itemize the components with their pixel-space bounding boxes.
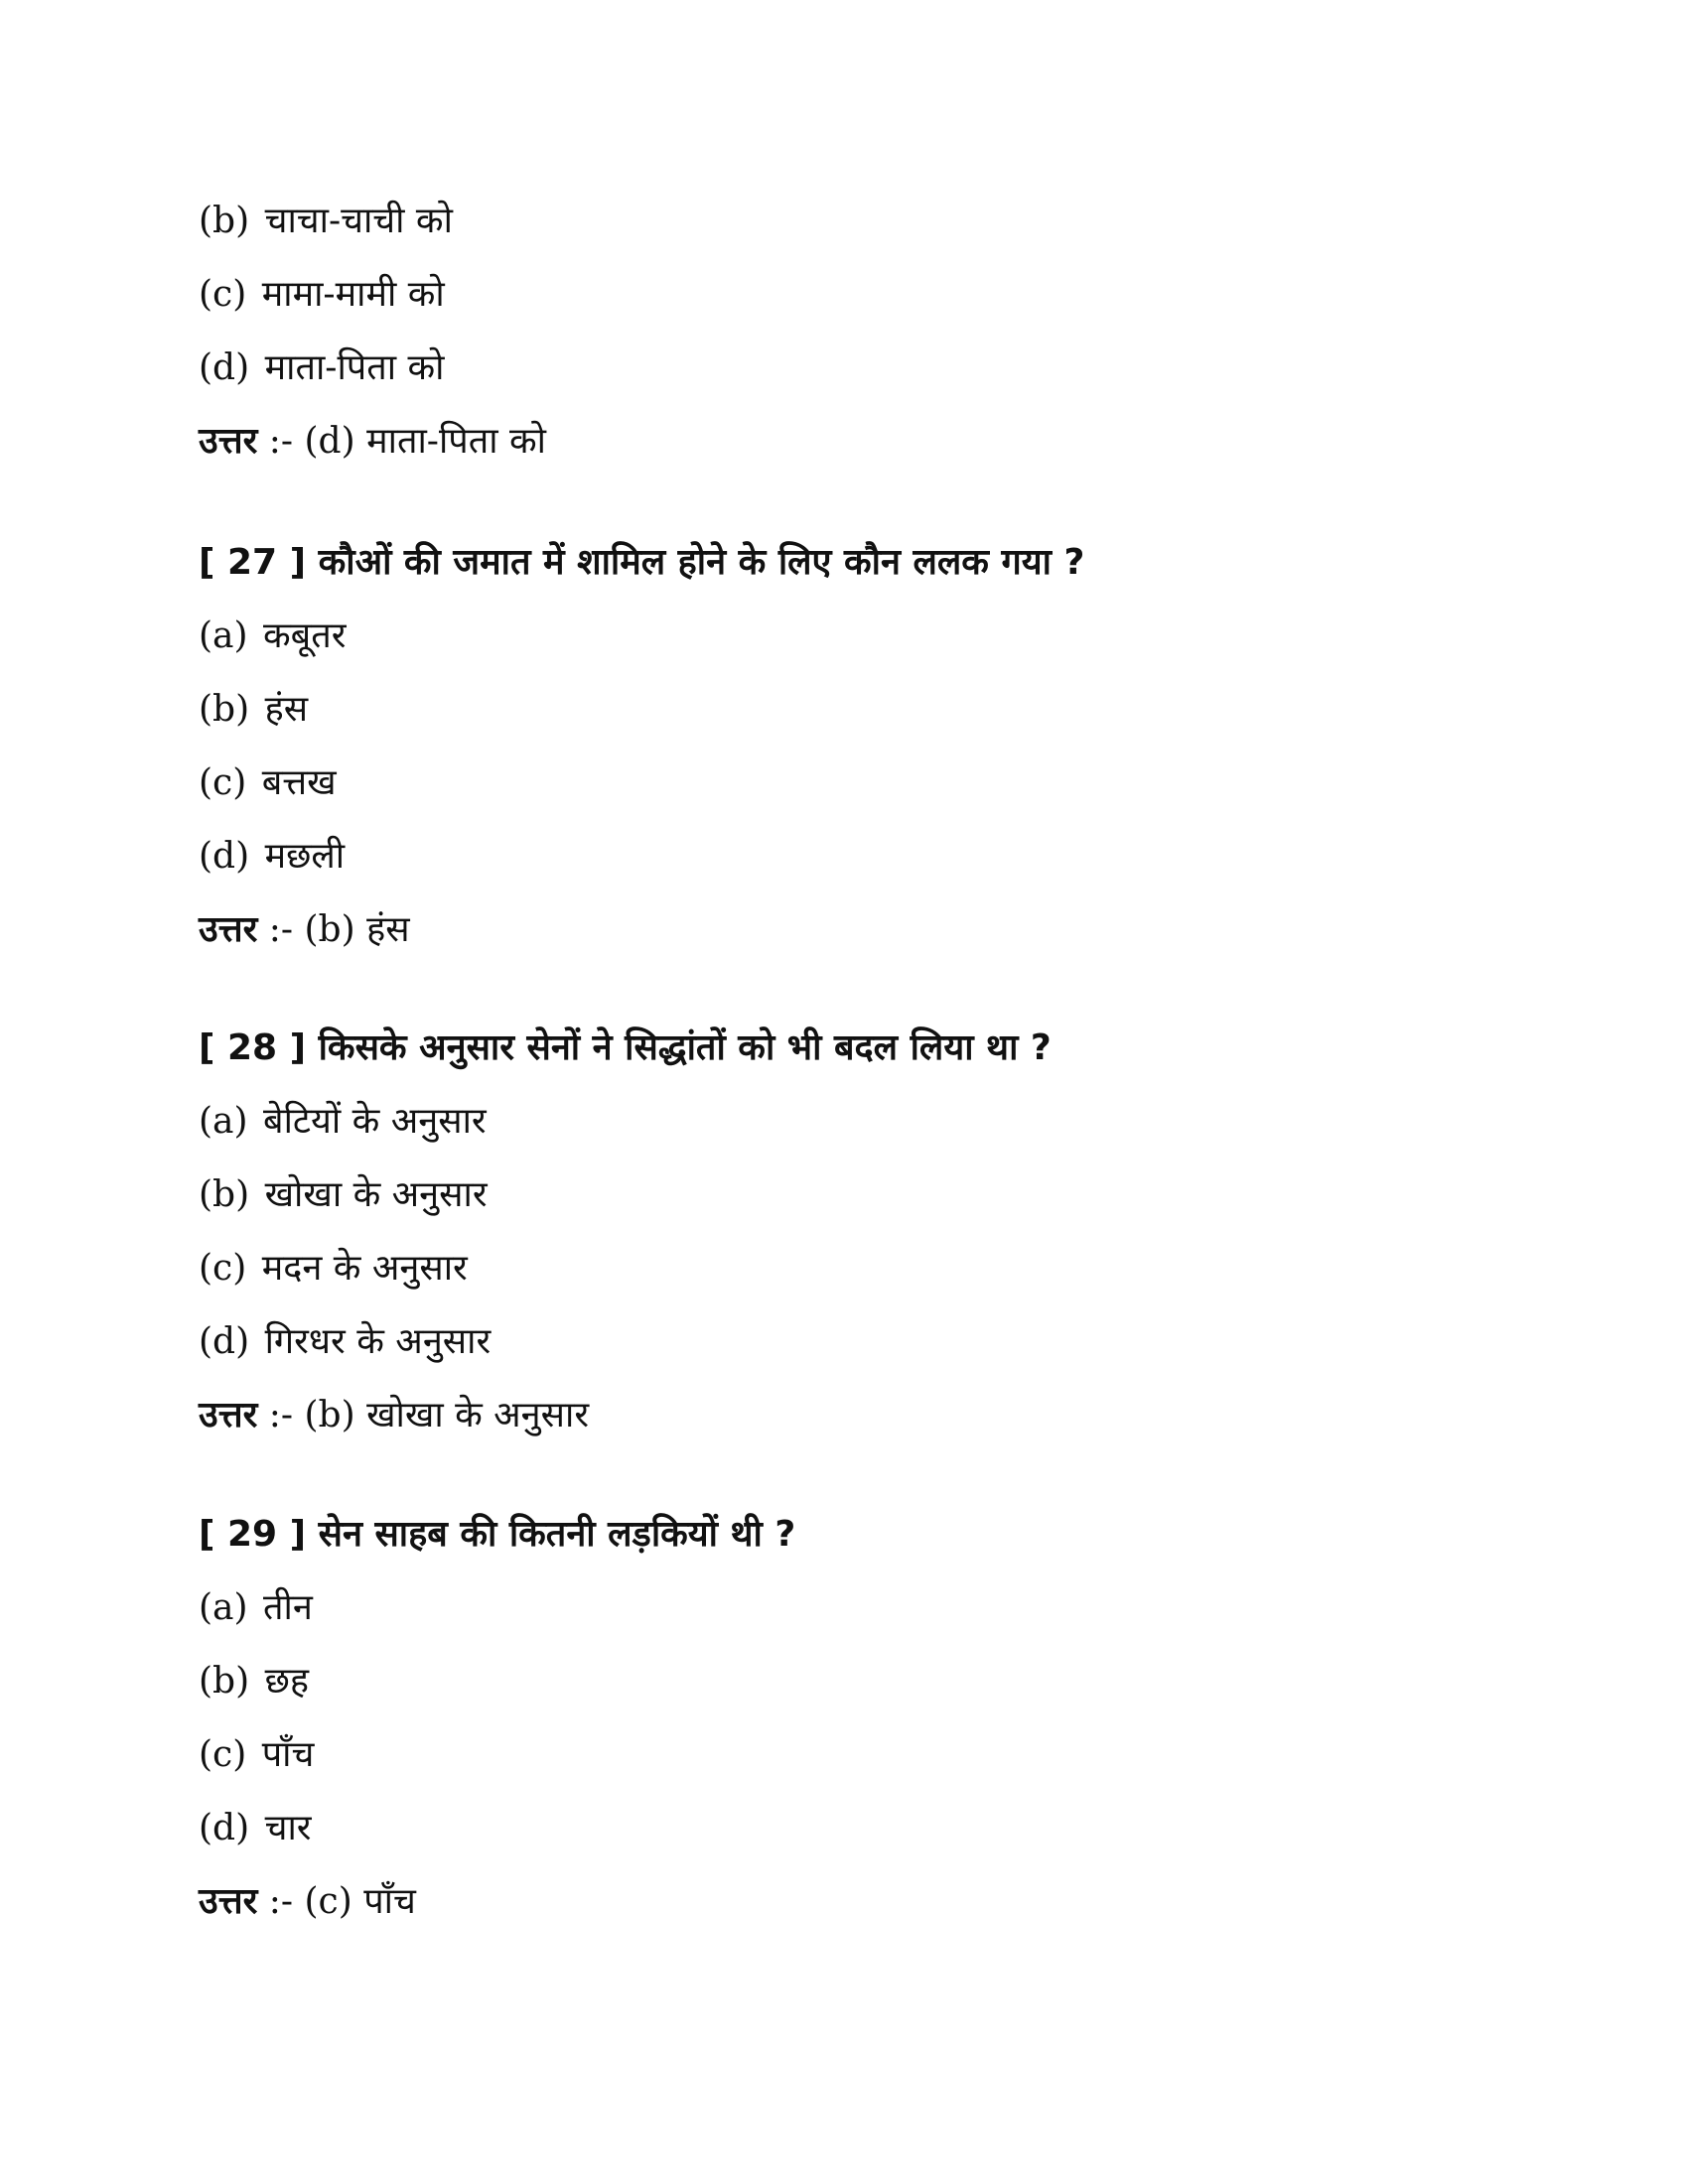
answer-separator: :- (257, 1881, 305, 1922)
option-letter: (a) (199, 1101, 248, 1142)
answer-line (199, 405, 1489, 478)
option-a (199, 1571, 1489, 1645)
option-letter: (c) (199, 762, 247, 803)
answer-line (199, 1865, 1489, 1939)
answer-separator: :- (257, 909, 305, 950)
option-text: मामा-मामी को (261, 274, 445, 315)
option-text: मदन के अनुसार (261, 1248, 468, 1289)
option-d (199, 1305, 1489, 1379)
option-text: पाँच (261, 1734, 315, 1775)
option-letter: (c) (199, 1248, 247, 1289)
option-text: गिरधर के अनुसार (264, 1321, 492, 1362)
option-text: तीन (263, 1587, 313, 1628)
answer-label: उत्तर (199, 909, 258, 950)
option-text: चार (264, 1808, 312, 1848)
answer-label: उत्तर (199, 1881, 258, 1922)
option-text: बेटियों के अनुसार (263, 1101, 487, 1142)
option-letter: (a) (199, 615, 248, 656)
option-letter: (d) (199, 1321, 250, 1362)
option-letter: (b) (199, 1174, 250, 1215)
option-c (199, 747, 1489, 820)
option-letter: (d) (199, 347, 250, 388)
option-letter: (b) (199, 689, 250, 730)
option-text: खोखा के अनुसार (264, 1174, 488, 1215)
answer-line (199, 1379, 1489, 1452)
option-d (199, 820, 1489, 893)
option-a (199, 1085, 1489, 1159)
option-c (199, 258, 1489, 332)
question-heading: [ 28 ] किसके अनुसार सेनों ने सिद्धांतों को भी बदल लिया था ? (199, 1027, 1052, 1068)
answer-line (199, 893, 1489, 967)
option-a (199, 600, 1489, 673)
question-block-29 (199, 1498, 1489, 1939)
answer-text: (b) हंस (304, 909, 410, 950)
option-text: मछली (264, 836, 346, 877)
option-letter: (b) (199, 1661, 250, 1702)
answer-text: (b) खोखा के अनुसार (304, 1395, 590, 1435)
answer-label: उत्तर (199, 1395, 258, 1435)
option-text: चाचा-चाची को (264, 201, 453, 241)
question-block-27 (199, 526, 1489, 967)
answer-separator: :- (257, 1395, 305, 1435)
option-c (199, 1232, 1489, 1305)
answer-separator: :- (257, 421, 305, 462)
option-letter: (d) (199, 1808, 250, 1848)
option-b (199, 1645, 1489, 1718)
option-letter: (b) (199, 201, 250, 241)
question-heading: [ 29 ] सेन साहब की कितनी लड़कियों थी ? (199, 1514, 796, 1555)
answer-label: उत्तर (199, 421, 258, 462)
option-text: छह (264, 1661, 309, 1702)
option-letter: (c) (199, 274, 247, 315)
option-letter: (d) (199, 836, 250, 877)
answer-text: (d) माता-पिता को (304, 421, 546, 462)
option-d (199, 1792, 1489, 1865)
option-letter: (a) (199, 1587, 248, 1628)
option-b (199, 1159, 1489, 1232)
option-b (199, 673, 1489, 747)
option-d (199, 332, 1489, 405)
answer-text: (c) पाँच (304, 1881, 416, 1922)
question-heading: [ 27 ] कौओं की जमात में शामिल होने के लिए कौन ललक गया ? (199, 542, 1085, 583)
option-text: बत्तख (261, 762, 337, 803)
option-text: माता-पिता को (264, 347, 445, 388)
option-c (199, 1718, 1489, 1792)
question-block-26 (199, 185, 1489, 478)
option-b (199, 185, 1489, 258)
question-block-28 (199, 1012, 1489, 1452)
option-text: हंस (264, 689, 309, 730)
option-text: कबूतर (263, 615, 347, 656)
option-letter: (c) (199, 1734, 247, 1775)
